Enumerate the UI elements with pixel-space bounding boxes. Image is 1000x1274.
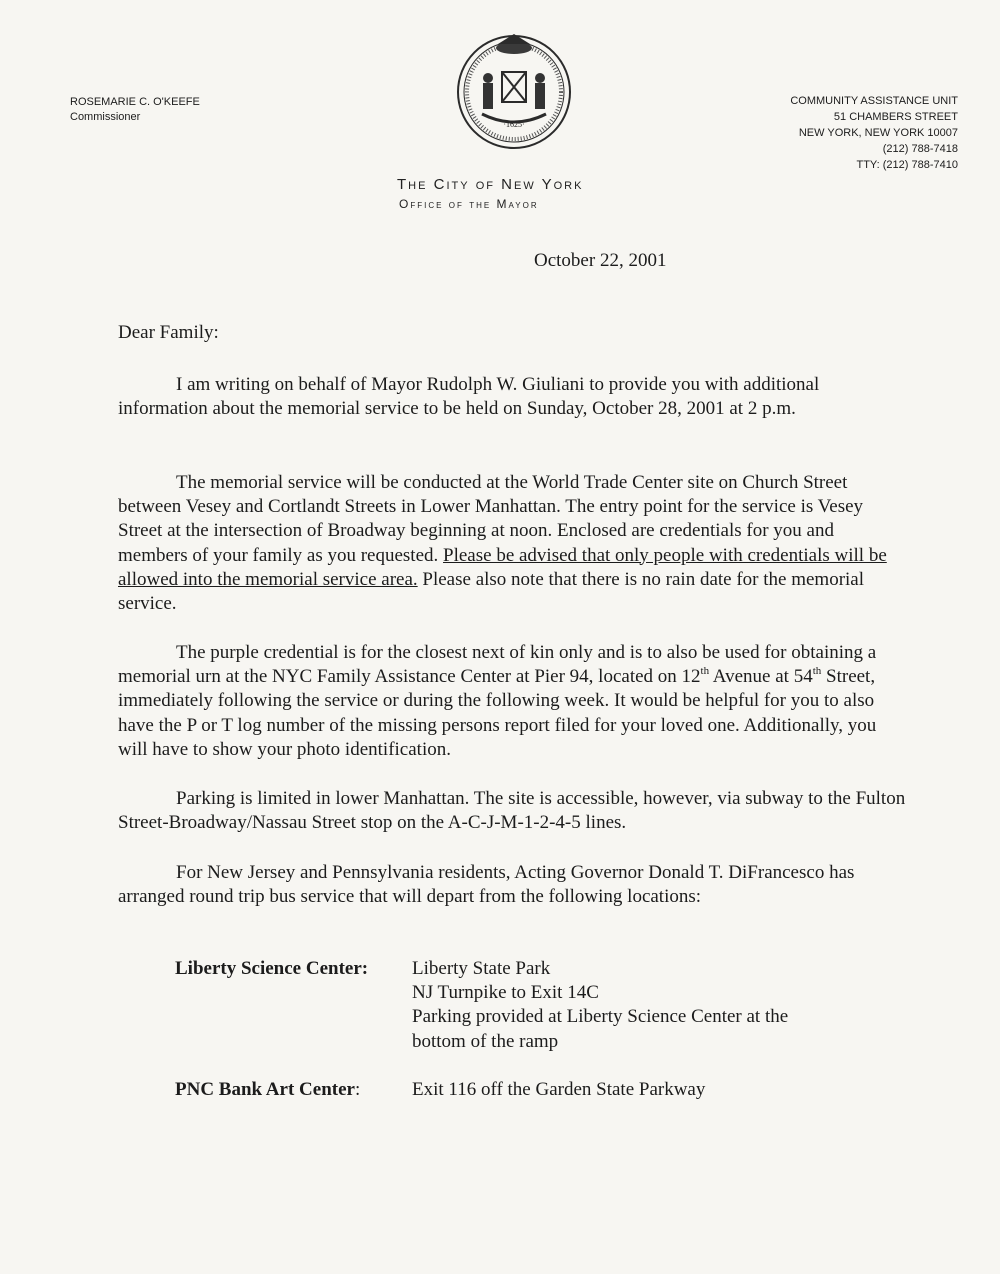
paragraph-1 [118, 373, 908, 421]
credentials-notice: Please be advised that only people with credentials will be allowed into the memorial service area. [118, 544, 887, 590]
letter-date: October 22, 2001 [534, 250, 667, 271]
paragraph-5 [118, 861, 908, 909]
paragraph-1-text: I am writing on behalf of Mayor Rudolph W. Giuliani to provide you with additional information about the memorial service to be held on Sunday, October 28, 2001 at 2 p.m. [118, 374, 820, 420]
location-detail-line: Parking provided at Liberty Science Center at the [412, 1006, 789, 1028]
office-address-block [790, 93, 958, 173]
location-name-colon: : [354, 1079, 361, 1100]
office-name-block [397, 175, 583, 213]
location-name-wrap [175, 1078, 412, 1102]
paragraph-2 [118, 471, 908, 616]
ordinal-suffix: th [812, 665, 822, 678]
paragraph-2-text-b: Please also note that there is no rain date for the memorial service. [118, 568, 865, 615]
paragraph-3-text-c: Street, immediately following the service or during the following week. It would be helpful for you to also have the P or T log number of the missing persons report filed for your loved one. Additionally, you will have to show your photo identification. [118, 666, 877, 760]
office-line-city: The City of New York [397, 176, 584, 193]
street-address: 51 CHAMBERS STREET [833, 111, 958, 123]
office-line-mayor: Office of the Mayor [399, 197, 539, 211]
unit-name: COMMUNITY ASSISTANCE UNIT [790, 95, 958, 107]
city-address: NEW YORK, NEW YORK 10007 [798, 127, 958, 139]
paragraph-3-text-a: The purple credential is for the closest next of kin only and is to also be used for obtaining a memorial urn at the NYC Family Assistance Center at Pier 94, located on 12 [118, 642, 877, 688]
paragraph-4-text: Parking is limited in lower Manhattan. The site is accessible, however, via subway to the Fulton Street-Broadway/Nassau Street stop on the A-C-J-M-1-2-4-5 lines. [118, 788, 906, 834]
seal-year: ·1625· [503, 120, 525, 129]
ordinal-suffix: th [700, 665, 710, 678]
tty-number: TTY: (212) 788-7410 [856, 159, 958, 171]
paragraph-5-text: For New Jersey and Pennsylvania residents, Acting Governor Donald T. DiFrancesco has arranged round trip bus service that will depart from the following locations: [118, 862, 855, 908]
location-row [175, 957, 852, 1054]
paragraph-4 [118, 787, 908, 835]
location-name: Liberty Science Center: [175, 958, 369, 979]
location-name: PNC Bank Art Center [175, 1079, 355, 1100]
city-seal-icon [454, 30, 574, 150]
location-detail-line: NJ Turnpike to Exit 14C [412, 982, 599, 1004]
location-detail-line: bottom of the ramp [412, 1030, 559, 1052]
location-details [412, 1078, 852, 1102]
salutation: Dear Family: [118, 322, 219, 343]
location-detail-line: Liberty State Park [412, 958, 551, 979]
paragraph-2-text-a: The memorial service will be conducted at the World Trade Center site on Church Street between Vesey and Cortlandt Streets in Lower Manhattan. The entry point for the service is Vesey Street at the intersection of Broadway beginning at noon. Enclosed are credentials for you and members of your family as you requested. [118, 472, 864, 566]
commissioner-name: ROSEMARIE C. O'KEEFE [70, 96, 200, 108]
phone-number: (212) 788-7418 [882, 143, 958, 155]
paragraph-3-text-b: Avenue at 54 [709, 666, 813, 688]
location-detail-line: Exit 116 off the Garden State Parkway [412, 1079, 706, 1100]
commissioner-title: Commissioner [70, 111, 141, 123]
paragraph-3 [118, 641, 908, 762]
location-row [175, 1078, 852, 1102]
commissioner-block [70, 95, 200, 125]
location-details [412, 957, 852, 1054]
